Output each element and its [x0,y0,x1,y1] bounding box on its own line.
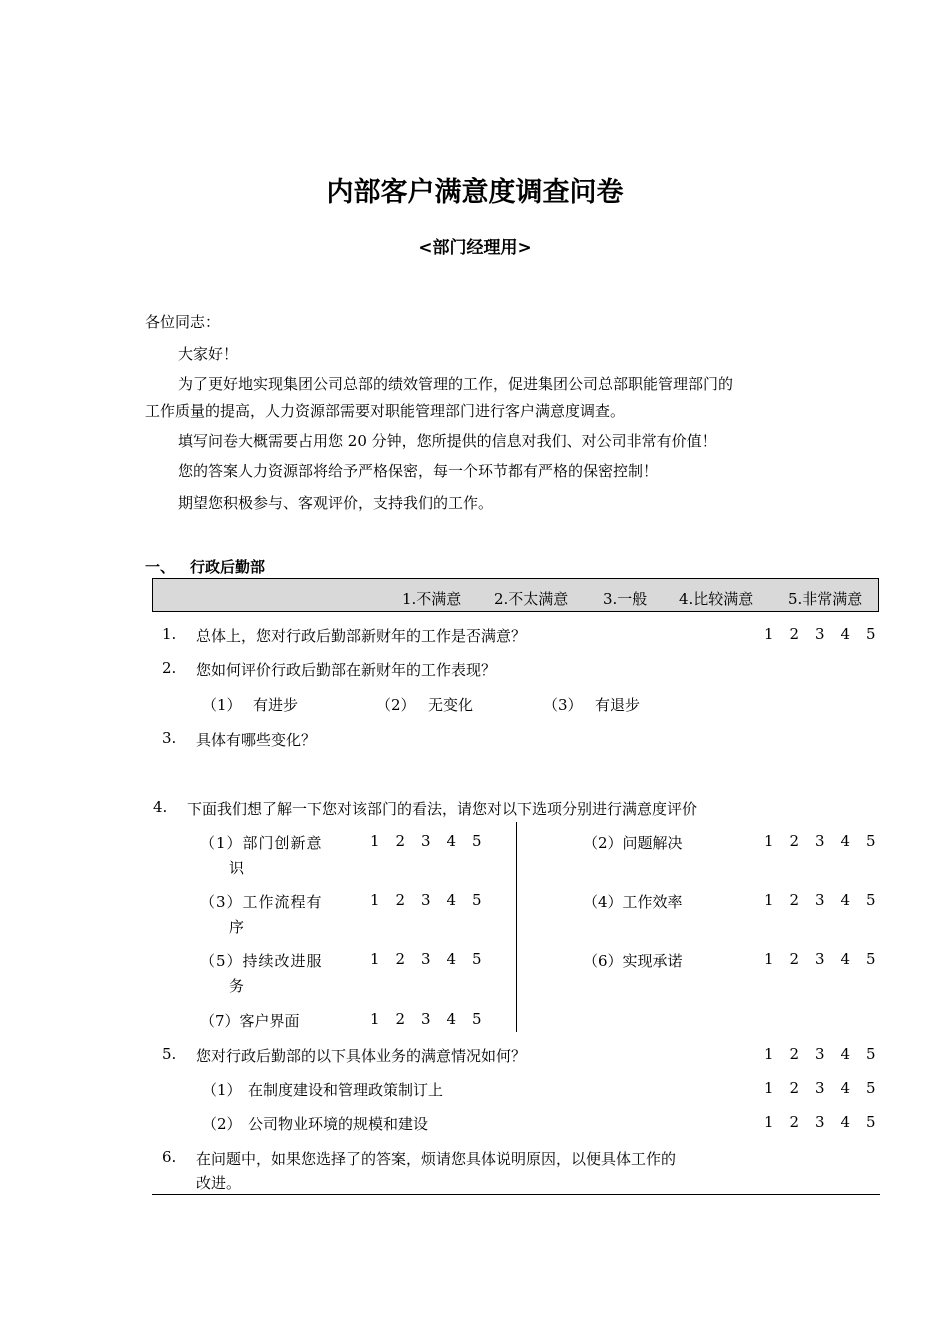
sub-question-text: 在制度建设和管理政策制订上 [248,1081,444,1099]
option-number: （3） [543,696,583,714]
question-number: 3. [162,729,177,747]
rating-choice[interactable]: 4 [840,625,851,643]
rating-choice[interactable]: 5 [472,1010,482,1028]
evaluation-item-wrap: 识 [229,859,245,877]
rating-choice[interactable]: 1 [370,832,380,850]
bottom-rule [152,1194,880,1195]
rating-choice[interactable]: 4 [840,1045,851,1063]
rating-choice[interactable]: 5 [866,832,876,850]
rating-choices[interactable] [370,1010,498,1028]
rating-choice[interactable]: 4 [840,891,851,909]
rating-choices[interactable] [764,1045,892,1063]
evaluation-item: （6）实现承诺 [583,952,683,970]
intro-line: 您的答案人力资源部将给予严格保密，每一个环节都有严格的保密控制！ [178,462,659,480]
rating-choices[interactable] [764,625,892,643]
rating-choice[interactable]: 4 [446,950,457,968]
rating-choice[interactable]: 2 [395,891,406,909]
question-text: 具体有哪些变化？ [196,731,317,749]
rating-choices[interactable] [764,1113,892,1131]
intro-line: 填写问卷大概需要占用您 20 分钟，您所提供的信息对我们、对公司非常有价值！ [178,432,717,450]
rating-scale-header [152,578,879,612]
rating-choices[interactable] [764,1079,892,1097]
rating-choice[interactable]: 3 [815,1079,825,1097]
rating-choices[interactable] [764,950,892,968]
rating-choice[interactable]: 4 [840,950,851,968]
scale-label: 5.非常满意 [788,590,863,608]
rating-choice[interactable]: 1 [764,625,774,643]
rating-choice[interactable]: 1 [764,1113,774,1131]
rating-choice[interactable]: 1 [764,950,774,968]
evaluation-item: （1）部门创新意 [200,834,323,852]
question-text: 下面我们想了解一下您对该部门的看法，请您对以下选项分别进行满意度评价 [187,800,698,818]
rating-choice[interactable]: 4 [840,832,851,850]
rating-choice[interactable]: 2 [789,1045,800,1063]
rating-choice[interactable]: 5 [472,891,482,909]
rating-choice[interactable]: 5 [866,950,876,968]
question-text: 您对行政后勤部的以下具体业务的满意情况如何？ [196,1047,527,1065]
rating-choices[interactable] [764,891,892,909]
rating-choice[interactable]: 3 [421,950,431,968]
sub-question-number: （1） [202,1081,242,1099]
scale-label: 4.比较满意 [679,590,754,608]
evaluation-item-wrap: 务 [229,977,245,995]
rating-choice[interactable]: 4 [446,832,457,850]
rating-choice[interactable]: 5 [866,1045,876,1063]
scale-label: 3.一般 [603,590,648,608]
question-text: 总体上，您对行政后勤部新财年的工作是否满意？ [196,627,527,645]
rating-choice[interactable]: 2 [789,832,800,850]
rating-choice[interactable]: 1 [370,1010,380,1028]
column-divider [516,822,517,1032]
evaluation-item-wrap: 序 [229,918,245,936]
rating-choice[interactable]: 2 [789,1113,800,1131]
rating-choices[interactable] [764,832,892,850]
sub-question-number: （2） [202,1115,242,1133]
question-number: 2. [162,659,177,677]
rating-choice[interactable]: 5 [866,625,876,643]
rating-choice[interactable]: 2 [789,625,800,643]
page-subtitle: <部门经理用> [418,238,532,258]
rating-choice[interactable]: 2 [395,1010,406,1028]
option-number: （2） [376,696,416,714]
question-number: 6. [162,1148,177,1166]
rating-choice[interactable]: 2 [789,950,800,968]
page-title: 内部客户满意度调查问卷 [326,177,624,208]
rating-choices[interactable] [370,891,498,909]
rating-choice[interactable]: 2 [395,950,406,968]
rating-choice[interactable]: 2 [789,891,800,909]
question-text-wrap: 改进。 [196,1174,242,1192]
rating-choice[interactable]: 3 [815,1113,825,1131]
rating-choice[interactable]: 3 [421,891,431,909]
rating-choice[interactable]: 5 [866,1113,876,1131]
rating-choice[interactable]: 3 [815,891,825,909]
rating-choices[interactable] [370,832,498,850]
intro-line: 期望您积极参与、客观评价，支持我们的工作。 [178,494,494,512]
evaluation-item: （2）问题解决 [583,834,683,852]
scale-label: 1.不满意 [402,590,462,608]
rating-choice[interactable]: 3 [815,950,825,968]
rating-choice[interactable]: 1 [764,832,774,850]
rating-choice[interactable]: 1 [370,950,380,968]
rating-choice[interactable]: 4 [446,1010,457,1028]
question-text: 您如何评价行政后勤部在新财年的工作表现？ [196,661,497,679]
option-text[interactable]: 无变化 [428,696,474,714]
intro-line: 工作质量的提高，人力资源部需要对职能管理部门进行客户满意度调查。 [145,402,626,420]
rating-choice[interactable]: 5 [866,891,876,909]
rating-choice[interactable]: 2 [395,832,406,850]
greeting: 各位同志： [145,313,221,331]
rating-choice[interactable]: 1 [764,1045,774,1063]
rating-choice[interactable]: 2 [789,1079,800,1097]
rating-choice[interactable]: 3 [421,832,431,850]
evaluation-item: （7）客户界面 [200,1012,300,1030]
sub-question-text: 公司物业环境的规模和建设 [248,1115,429,1133]
option-number: （1） [202,696,242,714]
section-name: 行政后勤部 [190,558,266,576]
evaluation-item: （3）工作流程有 [200,893,323,911]
rating-choice[interactable]: 3 [815,1045,825,1063]
rating-choice[interactable]: 4 [840,1079,851,1097]
rating-choice[interactable]: 1 [370,891,380,909]
rating-choices[interactable] [370,950,498,968]
rating-choice[interactable]: 5 [866,1079,876,1097]
option-text[interactable]: 有退步 [595,696,641,714]
question-number: 4. [153,798,168,816]
rating-choice[interactable]: 5 [472,950,482,968]
rating-choice[interactable]: 4 [840,1113,851,1131]
scale-label: 2.不太满意 [494,590,569,608]
question-number: 5. [162,1045,177,1063]
intro-line: 为了更好地实现集团公司总部的绩效管理的工作，促进集团公司总部职能管理部门的 [178,375,734,393]
evaluation-item: （4）工作效率 [583,893,683,911]
question-text: 在问题中，如果您选择了的答案，烦请您具体说明原因，以便具体工作的 [196,1150,677,1168]
section-number: 一、 [145,558,176,576]
rating-choice[interactable]: 1 [764,891,774,909]
evaluation-item: （5）持续改进服 [200,952,323,970]
rating-choice[interactable]: 1 [764,1079,774,1097]
rating-choice[interactable]: 3 [815,832,825,850]
question-number: 1. [162,625,177,643]
rating-choice[interactable]: 3 [815,625,825,643]
option-text[interactable]: 有进步 [253,696,299,714]
rating-choice[interactable]: 4 [446,891,457,909]
rating-choice[interactable]: 5 [472,832,482,850]
intro-line: 大家好！ [178,345,239,363]
rating-choice[interactable]: 3 [421,1010,431,1028]
